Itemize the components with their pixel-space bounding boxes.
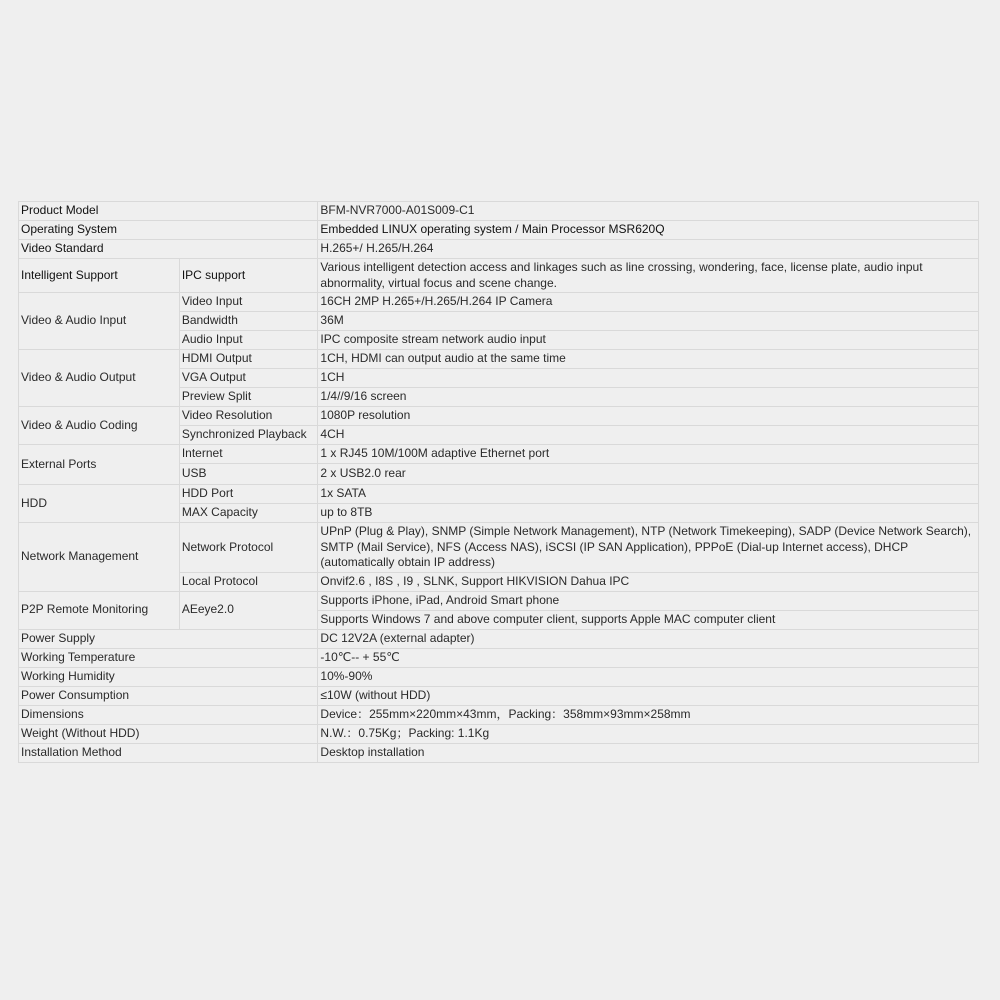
row-sublabel: Synchronized Playback bbox=[179, 426, 318, 445]
row-sublabel: Bandwidth bbox=[179, 312, 318, 331]
table-row bbox=[19, 350, 979, 369]
table-row bbox=[19, 648, 979, 667]
row-label: Operating System bbox=[19, 221, 318, 240]
row-label: Power Consumption bbox=[19, 686, 318, 705]
row-value: N.W.：0.75Kg；Packing: 1.1Kg bbox=[318, 724, 979, 743]
row-value: 1CH, HDMI can output audio at the same time bbox=[318, 350, 979, 369]
row-label: Weight (Without HDD) bbox=[19, 724, 318, 743]
row-value: IPC composite stream network audio input bbox=[318, 331, 979, 350]
table-row bbox=[19, 407, 979, 426]
row-value: 4CH bbox=[318, 426, 979, 445]
row-value: 16CH 2MP H.265+/H.265/H.264 IP Camera bbox=[318, 293, 979, 312]
table-row bbox=[19, 705, 979, 724]
table-row bbox=[19, 591, 979, 610]
row-label: External Ports bbox=[19, 445, 180, 485]
row-label: Video & Audio Coding bbox=[19, 407, 180, 445]
row-label: Video & Audio Input bbox=[19, 293, 180, 350]
row-label: Product Model bbox=[19, 202, 318, 221]
row-sublabel: VGA Output bbox=[179, 369, 318, 388]
row-value: 36M bbox=[318, 312, 979, 331]
table-row bbox=[19, 259, 979, 293]
row-sublabel: HDMI Output bbox=[179, 350, 318, 369]
row-value: BFM-NVR7000-A01S009-C1 bbox=[318, 202, 979, 221]
row-sublabel: AEeye2.0 bbox=[179, 591, 318, 629]
table-row bbox=[19, 523, 979, 573]
row-value: 1CH bbox=[318, 369, 979, 388]
row-sublabel: HDD Port bbox=[179, 485, 318, 504]
row-sublabel: Local Protocol bbox=[179, 572, 318, 591]
row-value: UPnP (Plug & Play), SNMP (Simple Network Management), NTP (Network Timekeeping), SADP (Device Network Search), SMTP (Mail Service), NFS (Access NAS), iSCSI (IP SAN Application), PPPoE (Dial-up Internet access), DHCP (automatically obtain IP address) bbox=[318, 523, 979, 573]
row-value: Embedded LINUX operating system / Main Processor MSR620Q bbox=[318, 221, 979, 240]
table-row bbox=[19, 485, 979, 504]
row-value: up to 8TB bbox=[318, 504, 979, 523]
table-row bbox=[19, 202, 979, 221]
row-label: Dimensions bbox=[19, 705, 318, 724]
row-value: 1080P resolution bbox=[318, 407, 979, 426]
spec-table bbox=[18, 201, 979, 763]
table-row bbox=[19, 293, 979, 312]
row-sublabel: USB bbox=[179, 464, 318, 485]
row-sublabel: Network Protocol bbox=[179, 523, 318, 573]
row-label: Working Humidity bbox=[19, 667, 318, 686]
row-value: 1x SATA bbox=[318, 485, 979, 504]
row-sublabel: Audio Input bbox=[179, 331, 318, 350]
row-label: Installation Method bbox=[19, 743, 318, 762]
table-row bbox=[19, 743, 979, 762]
table-row bbox=[19, 240, 979, 259]
row-value: 10%-90% bbox=[318, 667, 979, 686]
table-row bbox=[19, 724, 979, 743]
row-value: 1 x RJ45 10M/100M adaptive Ethernet port bbox=[318, 445, 979, 464]
row-value: Supports iPhone, iPad, Android Smart phone bbox=[318, 591, 979, 610]
row-sublabel: Internet bbox=[179, 445, 318, 464]
row-value: H.265+/ H.265/H.264 bbox=[318, 240, 979, 259]
table-row bbox=[19, 221, 979, 240]
row-value: 1/4//9/16 screen bbox=[318, 388, 979, 407]
row-label: P2P Remote Monitoring bbox=[19, 591, 180, 629]
row-sublabel: Preview Split bbox=[179, 388, 318, 407]
row-label: Video Standard bbox=[19, 240, 318, 259]
row-value: 2 x USB2.0 rear bbox=[318, 464, 979, 485]
table-row bbox=[19, 445, 979, 464]
row-label: Network Management bbox=[19, 523, 180, 592]
row-sublabel: MAX Capacity bbox=[179, 504, 318, 523]
row-sublabel: Video Input bbox=[179, 293, 318, 312]
row-value: Desktop installation bbox=[318, 743, 979, 762]
row-value: Supports Windows 7 and above computer client, supports Apple MAC computer client bbox=[318, 610, 979, 629]
row-value: Various intelligent detection access and linkages such as line crossing, wondering, face, license plate, audio input abnormality, virtual focus and scene change. bbox=[318, 259, 979, 293]
table-row bbox=[19, 629, 979, 648]
row-label: Power Supply bbox=[19, 629, 318, 648]
row-label: Intelligent Support bbox=[19, 259, 180, 293]
row-value: Onvif2.6 , I8S , I9 , SLNK, Support HIKVISION Dahua IPC bbox=[318, 572, 979, 591]
table-row bbox=[19, 667, 979, 686]
row-sublabel: Video Resolution bbox=[179, 407, 318, 426]
row-label: Working Temperature bbox=[19, 648, 318, 667]
row-value: -10℃-- + 55℃ bbox=[318, 648, 979, 667]
row-value: ≤10W (without HDD) bbox=[318, 686, 979, 705]
row-label: HDD bbox=[19, 485, 180, 523]
row-label: Video & Audio Output bbox=[19, 350, 180, 407]
row-value: DC 12V2A (external adapter) bbox=[318, 629, 979, 648]
table-row bbox=[19, 686, 979, 705]
row-sublabel: IPC support bbox=[179, 259, 318, 293]
row-value: Device：255mm×220mm×43mm，Packing：358mm×93mm×258mm bbox=[318, 705, 979, 724]
